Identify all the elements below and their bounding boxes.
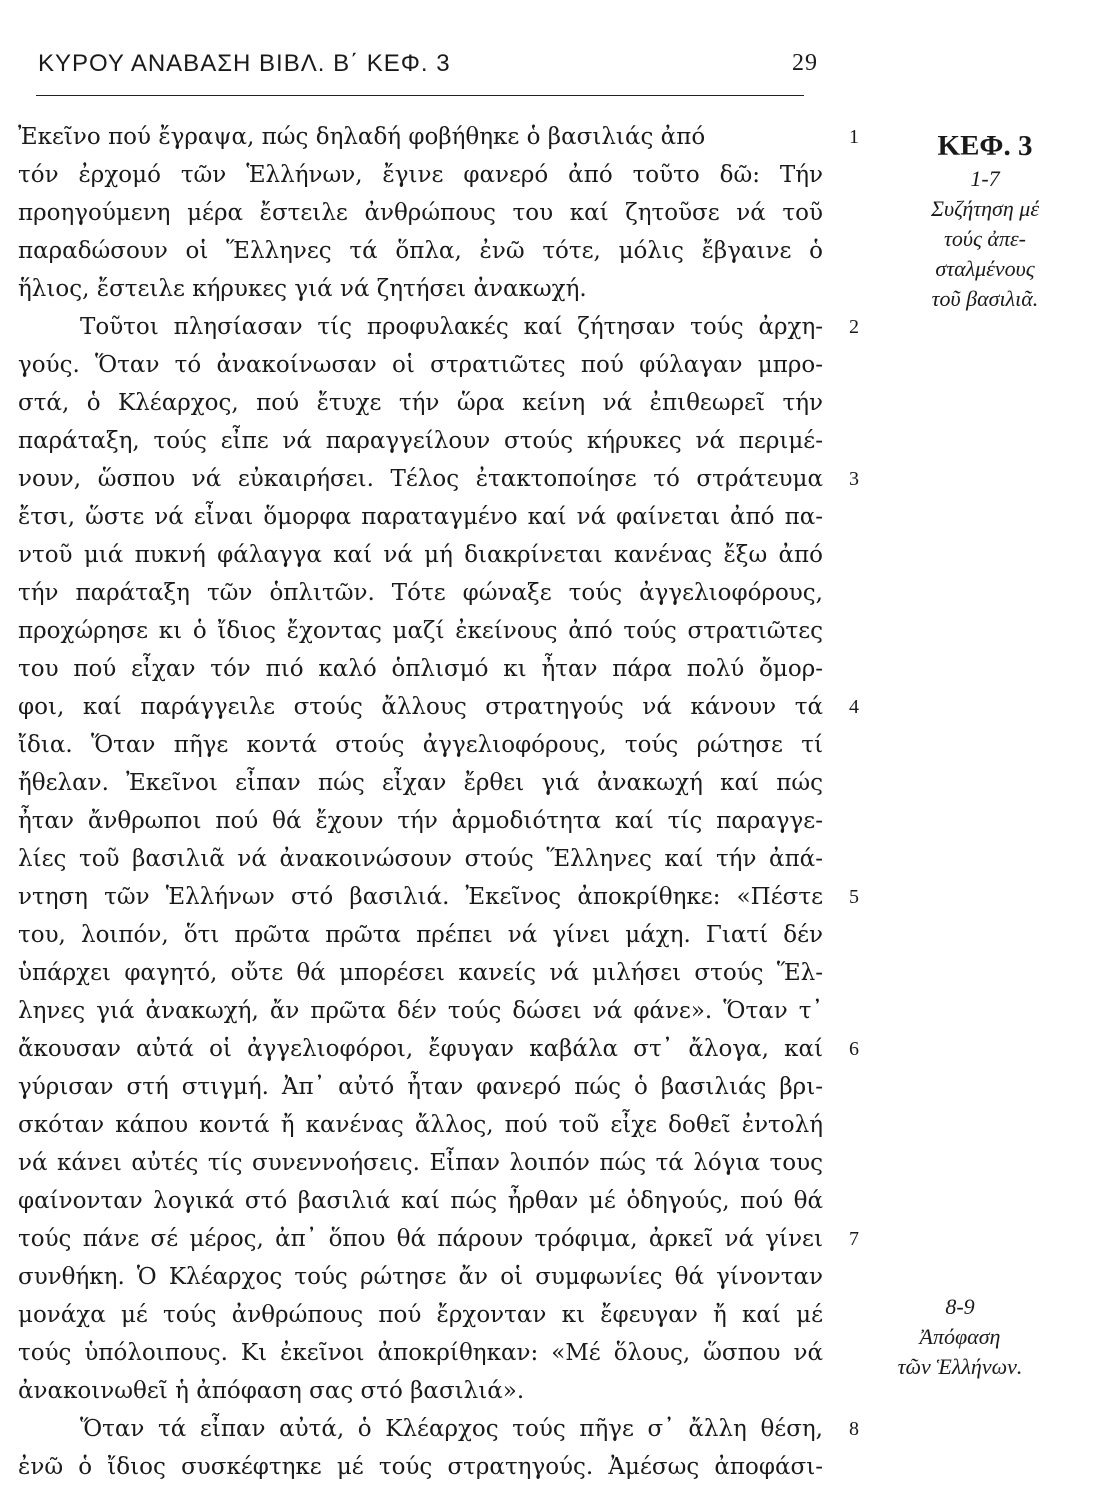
text-line: ἐνῶ ὁ ἴδιος συσκέφτηκε μέ τούς στρατηγούς. Ἀμέσως ἀποφάσι- <box>18 1454 823 1480</box>
text-line: προηγούμενη μέρα ἔστειλε ἀνθρώπους του καί ζητοῦσε νά τοῦ <box>18 200 823 226</box>
text-line: Ὅταν τά εἶπαν αὐτά, ὁ Κλέαρχος τούς πῆγε σ᾿ ἄλλη θέση, <box>80 1416 823 1442</box>
text-line: προχώρησε κι ὁ ἴδιος ἔχοντας μαζί ἐκείνους ἀπό τούς στρατιῶτες <box>18 618 823 644</box>
chapter-heading: ΚΕΦ. 3 <box>937 130 1033 162</box>
text-line: ἴδια. Ὅταν πῆγε κοντά στούς ἀγγελιοφόρους, τούς ρώτησε τί <box>18 732 823 758</box>
page-number: 29 <box>792 50 818 76</box>
running-title: ΚΥΡΟΥ ΑΝΑΒΑΣΗ ΒΙΒΛ. Β΄ ΚΕΦ. 3 <box>38 50 451 77</box>
running-head <box>38 50 818 90</box>
text-line: τούς ὑπόλοιπους. Κι ἐκεῖνοι ἀποκρίθηκαν: «Μέ ὅλους, ὥσπου νά <box>18 1340 823 1366</box>
verse-number: 5 <box>849 886 859 908</box>
sidenote-line: τοῦ βασιλιᾶ. <box>931 286 1039 311</box>
text-line: φοι, καί παράγγειλε στούς ἄλλους στρατηγούς νά κάνουν τά <box>18 694 823 720</box>
text-line: συνθήκη. Ὁ Κλέαρχος τούς ρώτησε ἄν οἱ συμφωνίες θά γίνονταν <box>18 1264 823 1290</box>
text-line: μονάχα μέ τούς ἀνθρώπους πού ἔρχονταν κι ἔφευγαν ἤ καί μέ <box>18 1302 823 1328</box>
text-line: ληνες γιά ἀνακωχή, ἄν πρῶτα δέν τούς δώσει νά φάνε». Ὅταν τ᾿ <box>18 998 823 1024</box>
text-line: τούς πάνε σέ μέρος, ἀπ᾿ ὅπου θά πάρουν τρόφιμα, ἀρκεῖ νά γίνει <box>18 1226 823 1252</box>
sidenote-chapter <box>900 128 1070 314</box>
chapter-range: 1-7 <box>970 166 1000 191</box>
text-line: τόν ἐρχομό τῶν Ἑλλήνων, ἔγινε φανερό ἀπό τοῦτο δῶ: Τήν <box>18 162 823 188</box>
sidenote-line: σταλμένους <box>935 256 1035 281</box>
sidenote-line: Συζήτηση μέ <box>930 196 1040 221</box>
text-line: ἥλιος, ἔστειλε κήρυκες γιά νά ζητήσει ἀνακωχή. <box>18 276 587 302</box>
decision-range: 8-9 <box>945 1294 975 1319</box>
text-line: ἤθελαν. Ἐκεῖνοι εἶπαν πώς εἶχαν ἔρθει γιά ἀνακωχή καί πώς <box>18 770 823 796</box>
text-line: γούς. Ὅταν τό ἀνακοίνωσαν οἱ στρατιῶτες πού φύλαγαν μπρο- <box>18 352 823 378</box>
text-line: ἀνακοινωθεῖ ἡ ἀπόφαση σας στό βασιλιά». <box>18 1378 525 1404</box>
text-line: Τοῦτοι πλησίασαν τίς προφυλακές καί ζήτησαν τούς ἀρχη- <box>80 314 823 340</box>
verse-number: 3 <box>849 468 859 490</box>
text-line: ἔτσι, ὥστε νά εἶναι ὅμορφα παραταγμένο καί νά φαίνεται ἀπό πα- <box>18 504 823 530</box>
text-line: ἦταν ἄνθρωποι πού θά ἔχουν τήν ἁρμοδιότητα καί τίς παραγγε- <box>18 808 823 834</box>
verse-number: 4 <box>849 696 859 718</box>
text-line: φαίνονταν λογικά στό βασιλιά καί πώς ἦρθαν μέ ὁδηγούς, πού θά <box>18 1188 823 1214</box>
text-line: Ἐκεῖνο πού ἔγραψα, πώς δηλαδή φοβήθηκε ὁ βασιλιάς ἀπό <box>18 124 706 150</box>
text-line: ντοῦ μιά πυκνή φάλαγγα καί νά μή διακρίνεται κανένας ἔξω ἀπό <box>18 542 823 568</box>
text-line: παράταξη, τούς εἶπε νά παραγγείλουν στούς κήρυκες νά περιμέ- <box>18 428 823 454</box>
header-rule <box>36 95 804 96</box>
verse-number: 6 <box>849 1038 859 1060</box>
verse-number: 1 <box>849 126 859 148</box>
text-line: του, λοιπόν, ὅτι πρῶτα πρῶτα πρέπει νά γίνει μάχη. Γιατί δέν <box>18 922 823 948</box>
sidenote-line: τούς ἀπε- <box>944 226 1026 251</box>
sidenote-decision <box>870 1292 1050 1382</box>
text-line: λίες τοῦ βασιλιᾶ νά ἀνακοινώσουν στούς Ἕλληνες καί τήν ἀπά- <box>18 846 823 872</box>
verse-number: 8 <box>849 1418 859 1440</box>
text-line: γύρισαν στή στιγμή. Ἀπ᾿ αὐτό ἦταν φανερό πώς ὁ βασιλιάς βρι- <box>18 1074 823 1100</box>
text-line: τήν παράταξη τῶν ὁπλιτῶν. Τότε φώναξε τούς ἀγγελιοφόρους, <box>18 580 823 606</box>
text-line: ντηση τῶν Ἑλλήνων στό βασιλιά. Ἐκεῖνος ἀποκρίθηκε: «Πέστε <box>18 884 823 910</box>
text-line: ἄκουσαν αὐτά οἱ ἀγγελιοφόροι, ἔφυγαν καβάλα στ᾿ ἄλογα, καί <box>18 1036 823 1062</box>
verse-number: 7 <box>849 1228 859 1250</box>
sidenote-line: Ἀπόφαση <box>919 1324 1001 1349</box>
text-line: ὑπάρχει φαγητό, οὔτε θά μπορέσει κανείς νά μιλήσει στούς Ἕλ- <box>18 960 823 986</box>
text-line: νουν, ὥσπου νά εὐκαιρήσει. Τέλος ἐτακτοποίησε τό στράτευμα <box>18 466 823 492</box>
text-line: σκόταν κάπου κοντά ἤ κανένας ἄλλος, πού τοῦ εἶχε δοθεῖ ἐντολή <box>18 1112 823 1138</box>
text-line: παραδώσουν οἱ Ἕλληνες τά ὅπλα, ἐνῶ τότε, μόλις ἔβγαινε ὁ <box>18 238 823 264</box>
verse-number: 2 <box>849 316 859 338</box>
text-line: του πού εἶχαν τόν πιό καλό ὁπλισμό κι ἦταν πάρα πολύ ὄμορ- <box>18 656 823 682</box>
sidenote-line: τῶν Ἑλλήνων. <box>897 1354 1023 1379</box>
text-line: στά, ὁ Κλέαρχος, πού ἔτυχε τήν ὥρα κείνη νά ἐπιθεωρεῖ τήν <box>18 390 823 416</box>
text-line: νά κάνει αὐτές τίς συνεννοήσεις. Εἶπαν λοιπόν πώς τά λόγια τους <box>18 1150 823 1176</box>
